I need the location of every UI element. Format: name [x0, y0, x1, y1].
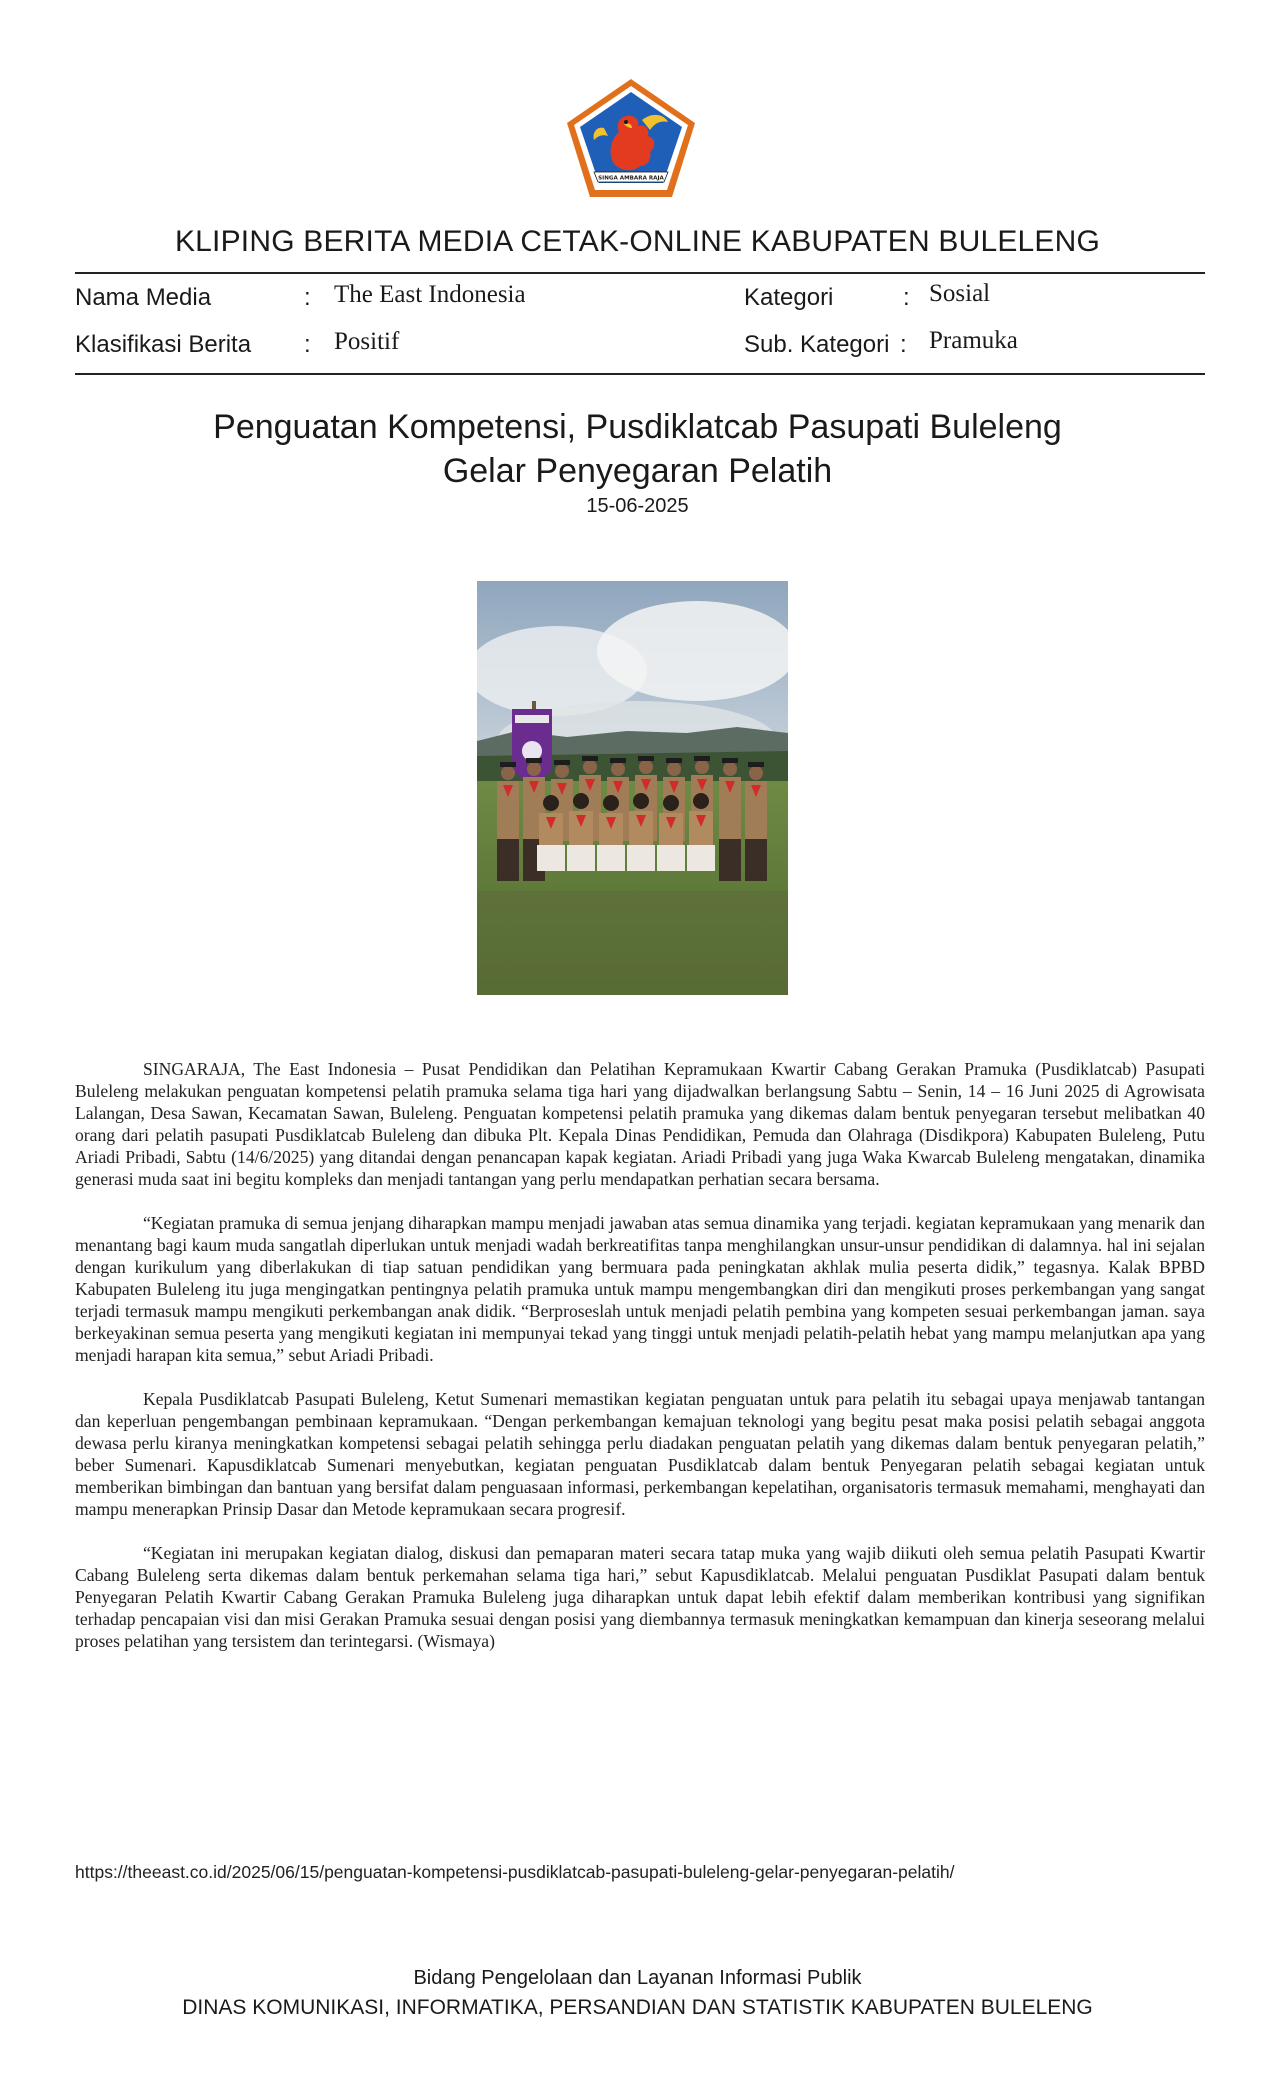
article-title-line-2: Gelar Penyegaran Pelatih — [442, 452, 833, 490]
footer-unit: Bidang Pengelolaan dan Layanan Informasi Publik — [413, 1967, 862, 1989]
article-paragraph: “Kegiatan ini merupakan kegiatan dialog, diskusi dan pemaparan materi secara tatap muka yang wajib diikuti oleh semua pelatih Pasupati Kwartir Cabang Buleleng serta dikemas dalam bentuk perkemahan selama tiga hari,” sebut Kapusdiklatcab. Melalui penguatan Pusdiklat Pasupati dalam bentuk Penyegaran Pelatih Kwartir Cabang Gerakan Pramuka Buleleng juga diharapkan untuk dapat lebih efektif dalam memberikan kontribusi yang signifikan terhadap pencapaian visi dan misi Gerakan Pramuka sesuai dengan posisi yang diembannya termasuk meningkatkan kemampuan dan kinerja seseorang melalui proses pelatihan yang tersistem dan terintegarsi. (Wismaya) — [75, 1543, 1205, 1651]
subkategori-value: Pramuka — [929, 327, 1018, 354]
klasifikasi-value: Positif — [334, 328, 400, 355]
article-paragraph: Kepala Pusdiklatcab Pasupati Buleleng, Ketut Sumenari memastikan kegiatan penguatan untuk para pelatih itu sebagai upaya menjawab tantangan dan keperluan pengembangan pembinaan kepramukaan. “Dengan perkembangan kemajuan teknologi yang begitu pesat maka posisi pelatih sebagai anggota dewasa perlu kiranya meningkatkan kompetensi sebagai pelatih sehingga perlu diadakan penguatan pelatih yang dikemas dalam bentuk penyegaran pelatih,” beber Sumenari. Kapusdiklatcab Sumenari menyebutkan, kegiatan penguatan Pusdiklatcab dalam bentuk Penyegaran pelatih sebagai kegiatan untuk memberikan bimbingan dan bantuan yang bersifat dalam penguasaan informasi, perkembangan kepelatihan, organisatoris termasuk memahami, menghayati dan mampu menerapkan Prinsip Dasar dan Metode kepramukaan secara progresif. — [75, 1389, 1205, 1519]
group-photo-icon — [477, 581, 788, 995]
buleleng-emblem-logo — [564, 76, 698, 200]
subkategori-label: Sub. Kategori — [744, 331, 890, 358]
header-divider-bottom — [75, 373, 1205, 375]
article-title — [0, 405, 1275, 493]
article-date: 15-06-2025 — [586, 495, 689, 517]
source-url-link[interactable]: https://theeast.co.id/2025/06/15/penguatan-kompetensi-pusdiklatcab-pasupati-buleleng-gelar-penyegaran-pelatih/ — [75, 1862, 955, 1882]
kategori-colon: : — [903, 284, 910, 311]
subkategori-colon: : — [900, 331, 907, 358]
article-body — [75, 1058, 1205, 1674]
kategori-value: Sosial — [929, 280, 991, 307]
article-paragraph: SINGARAJA, The East Indonesia – Pusat Pendidikan dan Pelatihan Kepramukaan Kwartir Cabang Gerakan Pramuka (Pusdiklatcab) Pasupati Buleleng melakukan penguatan kompetensi pelatih pramuka selama tiga hari yang dijadwalkan berlangsung Sabtu – Senin, 14 – 16 Juni 2025 di Agrowisata Lalangan, Desa Sawan, Kecamatan Sawan, Buleleng. Penguatan kompetensi pelatih pramuka yang dikemas dalam bentuk penyegaran tersebut melibatkan 40 orang dari pelatih pasupati Pusdiklatcab Buleleng dan dibuka Plt. Kepala Dinas Pendidikan, Pemuda dan Olahraga (Disdikpora) Kabupaten Buleleng, Putu Ariadi Pribadi, Sabtu (14/6/2025) yang ditandai dengan penancapan kapak kegiatan. Ariadi Pribadi yang juga Waka Kwarcab Buleleng mengatakan, dinamika generasi muda saat ini begitu kompleks dan menjadi tantangan yang perlu mendapatkan perhatian secara bersama. — [75, 1059, 1205, 1189]
article-photo — [477, 581, 788, 995]
media-value: The East Indonesia — [334, 281, 526, 308]
kategori-label: Kategori — [744, 284, 834, 311]
klasifikasi-label: Klasifikasi Berita — [75, 331, 252, 358]
emblem-motto: SINGA AMBARA RAJA — [598, 175, 664, 182]
footer-agency: DINAS KOMUNIKASI, INFORMATIKA, PERSANDIAN DAN STATISTIK KABUPATEN BULELENG — [182, 1996, 1093, 2019]
article-title-line-1: Penguatan Kompetensi, Pusdiklatcab Pasupati Buleleng — [213, 408, 1062, 446]
article-paragraph: “Kegiatan pramuka di semua jenjang diharapkan mampu menjadi jawaban atas semua dinamika yang terjadi. kegiatan kepramukaan yang menarik dan menantang bagi kaum muda sangatlah diperlukan untuk menjadi wadah berkreatifitas tanpa menghilangkan unsur-unsur pendidikan di dalamnya. hal ini sejalan dengan kurikulum yang diberlakukan di tiap satuan pendidikan yang bermuara pada peningkatan akhlak mulia peserta didik,” tegasnya. Kalak BPBD Kabupaten Buleleng itu juga mengingatkan pentingnya pelatih pramuka untuk mampu mengembangkan diri dan mengikuti proses perkembangan yang sangat terjadi termasuk mampu mengikuti perkembangan anak didik. “Berproseslah untuk menjadi pelatih pembina yang kompeten sesuai perkembangan jaman. saya berkeyakinan semua peserta yang mengikuti kegiatan ini mempunyai tekad yang tinggi untuk menjadi pelatih-pelatih hebat yang mampu melanjutkan apa yang menjadi harapan kita semua,” sebut Ariadi Pribadi. — [75, 1213, 1205, 1365]
emblem-icon — [564, 76, 698, 200]
media-colon: : — [304, 284, 311, 311]
header-divider-top — [75, 272, 1205, 274]
klasifikasi-colon: : — [304, 331, 311, 358]
media-label: Nama Media — [75, 284, 212, 311]
document-header-title: KLIPING BERITA MEDIA CETAK-ONLINE KABUPATEN BULELENG — [174, 225, 1101, 258]
